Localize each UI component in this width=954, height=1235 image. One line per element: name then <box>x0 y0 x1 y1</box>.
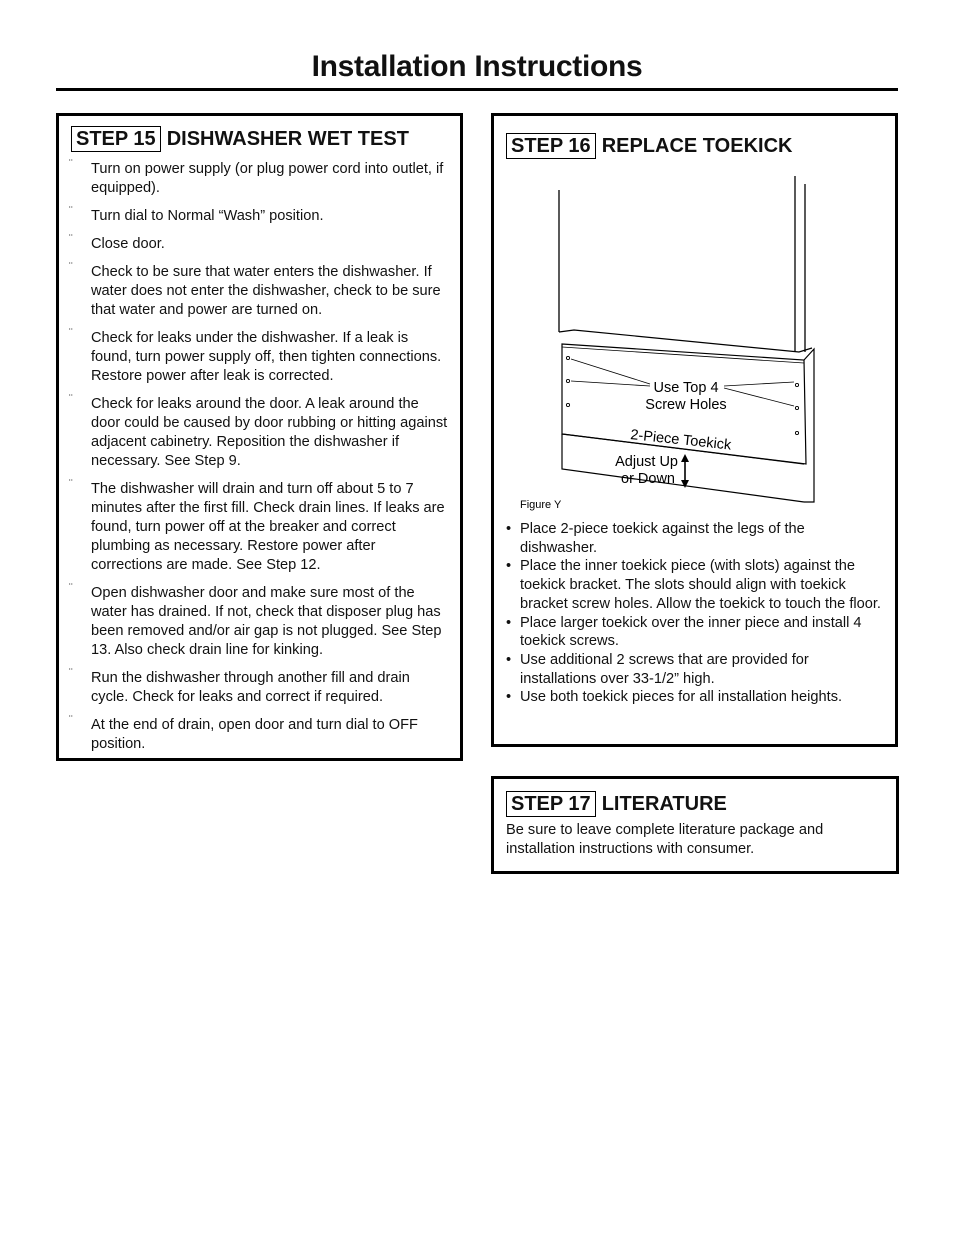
page-title: Installation Instructions <box>311 50 643 83</box>
step-15-list <box>69 160 449 763</box>
bullet: • <box>506 558 512 575</box>
step-17-panel <box>491 776 899 874</box>
step-15-title: DISHWASHER WET TEST <box>166 128 409 150</box>
screw-holes-label-line-2: Screw Holes <box>645 397 727 413</box>
step-16-header <box>506 133 792 159</box>
list-item: ¨ Turn dial to Normal “Wash” position. <box>69 207 449 226</box>
list-item: • Place 2-piece toekick against the legs of the dishwasher. <box>506 521 805 556</box>
adjust-arrow-icon <box>681 454 689 488</box>
list-marker: ¨ <box>69 205 73 217</box>
list-item: • Use additional 2 screws that are provided for installations over 33-1/2” high. <box>506 651 809 687</box>
step-17-text: Be sure to leave complete literature package and installation instructions with consumer. <box>506 822 824 857</box>
bullet: • <box>506 651 512 668</box>
toekick-diagram <box>504 172 824 517</box>
figure-caption: Figure Y <box>520 499 562 511</box>
step-16-tag: STEP 16 <box>506 133 596 159</box>
list-item: ¨ At the end of drain, open door and turn dial to OFF position. <box>69 716 449 754</box>
list-marker: ¨ <box>69 714 73 726</box>
list-marker: ¨ <box>69 667 73 679</box>
list-item: • Place larger toekick over the inner piece and install 4 toekick screws. <box>506 614 862 650</box>
list-item: ¨ Check to be sure that water enters the dishwasher. If water does not enter the dishwasher, check to be sure that water and power are turned on. <box>69 263 449 320</box>
adjust-label-line-2: or Down <box>621 471 675 487</box>
screw-holes-label-line-1: Use Top 4 <box>653 380 719 396</box>
step-16-panel <box>491 113 898 747</box>
adjust-label-line-1: Adjust Up <box>615 454 678 470</box>
list-marker: ¨ <box>69 393 73 405</box>
title-rule <box>56 88 898 91</box>
toekick-label: 2-Piece Toekick <box>629 427 732 454</box>
list-item: ¨ Check for leaks around the door. A leak around the door could be caused by door rubbing or hitting against adjacent cabinetry. Reposition the dishwasher if necessary. See Step 9. <box>69 395 449 471</box>
list-marker: ¨ <box>69 478 73 490</box>
step-15-header <box>71 126 409 152</box>
step-16-list <box>506 520 884 707</box>
bullet: • <box>506 689 512 706</box>
list-marker: ¨ <box>69 233 73 245</box>
list-item: ¨ Open dishwasher door and make sure most of the water has drained. If not, check that disposer plug has been removed and/or air gap is not plugged. See Step 13. Also check drain line for kinking. <box>69 584 449 660</box>
list-item: ¨ The dishwasher will drain and turn off about 5 to 7 minutes after the first fill. Check drain lines. If leaks are found, turn power off at the breaker and correct plumbing as necessary. Restore power after corrections are made. See Step 12. <box>69 480 449 575</box>
step-15-panel <box>56 113 463 761</box>
step-17-title: LITERATURE <box>601 793 727 815</box>
list-marker: ¨ <box>69 582 73 594</box>
step-15-tag: STEP 15 <box>71 126 161 152</box>
bullet: • <box>506 521 512 537</box>
step-17-header <box>506 791 727 817</box>
list-item: • Use both toekick pieces for all installation heights. <box>506 689 843 706</box>
list-marker: ¨ <box>69 327 73 339</box>
list-item: ¨ Close door. <box>69 235 449 254</box>
bullet: • <box>506 614 512 631</box>
list-item: ¨ Check for leaks under the dishwasher. If a leak is found, turn power supply off, then tighten connections. Restore power after leak is corrected. <box>69 329 449 386</box>
list-item: ¨ Run the dishwasher through another fill and drain cycle. Check for leaks and correct if required. <box>69 669 449 707</box>
list-marker: ¨ <box>69 158 73 170</box>
step-16-title: REPLACE TOEKICK <box>601 135 793 157</box>
list-marker: ¨ <box>69 261 73 273</box>
step-17-tag: STEP 17 <box>506 791 596 817</box>
list-item: • Place the inner toekick piece (with slots) against the toekick bracket. The slots should align with toekick bracket screw holes. Allow the toekick to touch the floor. <box>506 558 881 612</box>
list-item: ¨ Turn on power supply (or plug power cord into outlet, if equipped). <box>69 160 449 198</box>
